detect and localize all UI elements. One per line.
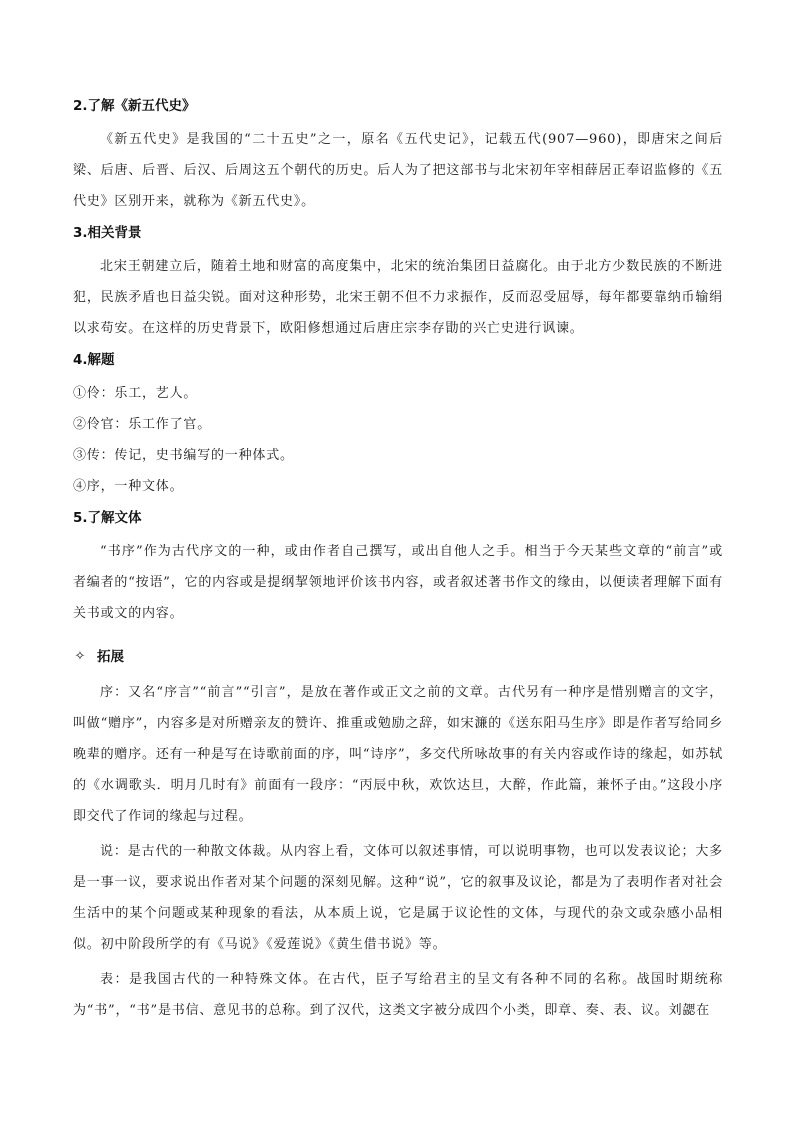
section-heading: 3.相关背景 bbox=[73, 225, 142, 241]
section-paragraph: “书序”作为古代序文的一种，或由作者自己撰写，或出自他人之手。相当于今天某些文章的“前言”或者编者的“按语”，它的内容或是提纲挈领地评价该书内容，或者叙述著书作文的缘由，以便读者理解下面有关书或文的内容。 bbox=[73, 544, 723, 621]
section-paragraph: 《新五代史》是我国的“二十五史”之一，原名《五代史记》，记载五代(907—960)，即唐宋之间后梁、后唐、后晋、后汉、后周这五个朝代的历史。后人为了把这部书与北宋初年宰相薛居正奉诏监修的《五代史》区别开来，就称为《新五代史》。 bbox=[73, 132, 723, 209]
definition-list bbox=[73, 378, 723, 502]
section-extension bbox=[73, 647, 723, 1026]
document-body bbox=[73, 96, 723, 1032]
extension-paragraph-shuo: 说：是古代的一种散文体裁。从内容上看，文体可以叙述事情，可以说明事物，也可以发表议论；大多是一事一议，要求说出作者对某个问题的深刻见解。这种“说”，它的叙事及议论，都是为了表明作者对社会生活中的某个问题或某种现象的看法，从本质上说，它是属于议论性的文体，与现代的杂文或杂感小品相似。初中阶段所学的有《马说》《爱莲说》《黄生借书说》等。 bbox=[73, 844, 723, 952]
extension-heading-label: 拓展 bbox=[97, 649, 124, 665]
definition-item: ③传：传记，史书编写的一种体式。 bbox=[73, 448, 294, 463]
section-paragraph: 北宋王朝建立后，随着土地和财富的高度集中，北宋的统治集团日益腐化。由于北方少数民族的不断进犯，民族矛盾也日益尖锐。面对这种形势，北宋王朝不但不力求振作，反而忍受屈辱，每年都要靠纳币输绢以求苟安。在这样的历史背景下，欧阳修想通过后唐庄宗李存勖的兴亡史进行讽谏。 bbox=[73, 259, 723, 336]
section-heading: 4.解题 bbox=[73, 352, 115, 368]
definition-item: ①伶：乐工，艺人。 bbox=[73, 386, 198, 401]
extension-paragraph-biao: 表：是我国古代的一种特殊文体。在古代，臣子写给君主的呈文有各种不同的名称。战国时期统称为“书”，“书”是书信、意见书的总称。到了汉代，这类文字被分成四个小类，即章、奏、表、议。刘勰在 bbox=[73, 972, 723, 1018]
section-title-explanation bbox=[73, 350, 723, 502]
section-heading: 5.了解文体 bbox=[73, 510, 142, 526]
section-heading: 2.了解《新五代史》 bbox=[73, 98, 196, 114]
extension-heading bbox=[73, 647, 723, 667]
section-genre bbox=[73, 508, 723, 629]
definition-item: ④序，一种文体。 bbox=[73, 479, 184, 494]
definition-item: ②伶官：乐工作了官。 bbox=[73, 417, 212, 432]
section-xin-wudai-shi bbox=[73, 96, 723, 217]
extension-paragraph-xu: 序：又名“序言”“前言”“引言”，是放在著作或正文之前的文章。古代另有一种序是惜别赠言的文字，叫做“赠序”，内容多是对所赠亲友的赞许、推重或勉励之辞，如宋濂的《送东阳马生序》即是作者写给同乡晚辈的赠序。还有一种是写在诗歌前面的序，叫“诗序”，多交代所咏故事的有关内容或作诗的缘起，如苏轼的《水调歌头．明月几时有》前面有一段序：“丙辰中秋，欢饮达旦，大醉，作此篇，兼怀子由。”这段小序即交代了作词的缘起与过程。 bbox=[73, 685, 723, 824]
section-background bbox=[73, 223, 723, 344]
diamond-icon: ✧ bbox=[74, 649, 86, 664]
